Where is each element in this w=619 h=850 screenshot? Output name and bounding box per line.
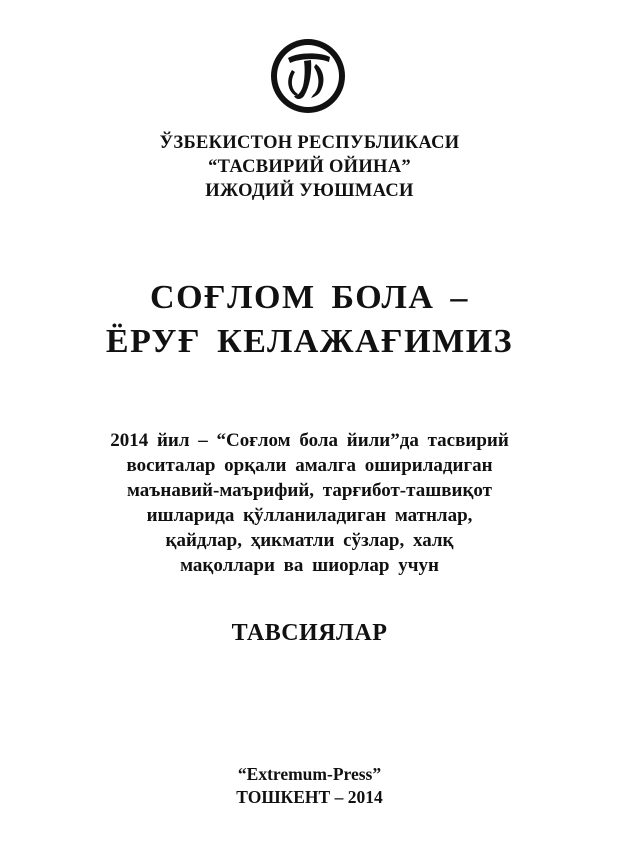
document-type: ТАВСИЯЛАР — [231, 620, 388, 646]
publisher-line-country: ЎЗБЕКИСТОН РЕСПУБЛИКАСИ — [159, 133, 460, 153]
description-line: воситалар орқали амалга ошириладиган — [126, 455, 493, 476]
book-title — [0, 276, 619, 364]
description-line: қайдлар, ҳикматли сўзлар, халқ — [165, 530, 454, 551]
publisher-line-union-name: “ТАСВИРИЙ ОЙИНА” — [208, 157, 411, 177]
imprint-block — [0, 763, 619, 809]
publisher-line-union-type: ИЖОДИЙ УЮШМАСИ — [205, 181, 414, 201]
imprint-city-year: ТОШКЕНТ – 2014 — [236, 787, 383, 807]
description-line: 2014 йил – “Соғлом бола йили”да тасвирий — [110, 430, 509, 451]
publisher-block — [0, 131, 619, 203]
description-line: мақоллари ва шиорлар учун — [180, 555, 439, 576]
book-title-line-2: ЁРУҒ КЕЛАЖАҒИМИЗ — [105, 323, 514, 360]
publisher-logo-icon — [268, 36, 348, 116]
description-line: маънавий-маърифий, тарғибот-ташвиқот — [127, 480, 492, 501]
imprint-press: “Extremum-Press” — [237, 764, 382, 784]
book-title-line-1: СОҒЛОМ БОЛА – — [150, 279, 469, 316]
description-line: ишларида қўлланиладиган матнлар, — [146, 505, 473, 526]
book-description — [0, 428, 619, 578]
